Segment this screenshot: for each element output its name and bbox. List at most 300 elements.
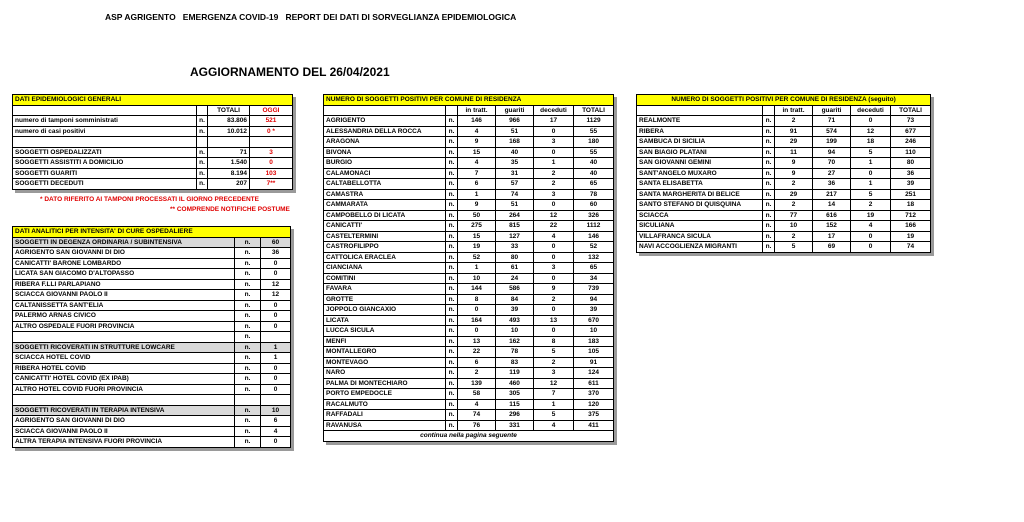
- comuni-row: [324, 231, 614, 242]
- comuni-cell-in-tratt: 275: [458, 221, 496, 232]
- comuni-cell-deceduti: 3: [534, 189, 574, 200]
- comuni-cell-comune-name: MONTEVAGO: [324, 357, 446, 368]
- hospital-row-unit: n.: [235, 290, 261, 301]
- comuni2-cell-unit: n.: [763, 210, 775, 221]
- comuni2-cell-unit: n.: [763, 189, 775, 200]
- comuni-col-header: in tratt.: [458, 105, 496, 116]
- hospital-row-label: SCIACCA GIOVANNI PAOLO II: [13, 290, 235, 301]
- comuni2-cell-in-tratt: 29: [775, 189, 813, 200]
- comuni-cell-deceduti: 22: [534, 221, 574, 232]
- comuni2-cell-unit: n.: [763, 200, 775, 211]
- comuni2-cell-guariti: 36: [813, 179, 851, 190]
- comuni-cell-guariti: 39: [496, 305, 534, 316]
- comuni-row: [324, 252, 614, 263]
- comuni2-cell-deceduti: 0: [851, 168, 891, 179]
- comuni-cell-comune-name: CANICATTI': [324, 221, 446, 232]
- comuni-cell-deceduti: 2: [534, 179, 574, 190]
- comuni-cell-comune-name: AGRIGENTO: [324, 116, 446, 127]
- comuni-col-header: guariti: [496, 105, 534, 116]
- comuni-row: [324, 315, 614, 326]
- hospital-row-value: 60: [261, 237, 291, 248]
- hospital-row-value: 0: [261, 384, 291, 395]
- comuni-cell-unit: n.: [446, 168, 458, 179]
- comuni-cell-deceduti: 2: [534, 294, 574, 305]
- comuni-cell-guariti: 966: [496, 116, 534, 127]
- comuni2-cell-comune-name: SANTA MARGHERITA DI BELICE: [637, 189, 763, 200]
- comuni-cell-totali: 370: [574, 389, 614, 400]
- general-row-today: 521: [250, 116, 293, 127]
- hospital-row-label: AGRIGENTO SAN GIOVANNI DI DIO: [13, 248, 235, 259]
- comuni2-row: [637, 147, 931, 158]
- comuni-cell-deceduti: 4: [534, 420, 574, 431]
- comuni-cell-guariti: 33: [496, 242, 534, 253]
- hospital-group-row: [13, 237, 291, 248]
- comuni-cell-unit: n.: [446, 410, 458, 421]
- hospital-row: [13, 437, 291, 448]
- comuni-cell-in-tratt: 146: [458, 116, 496, 127]
- comuni-cell-guariti: 61: [496, 263, 534, 274]
- comuni-cell-comune-name: CALTABELLOTTA: [324, 179, 446, 190]
- comuni-row: [324, 273, 614, 284]
- comuni-cell-in-tratt: 58: [458, 389, 496, 400]
- hospital-row: [13, 374, 291, 385]
- comuni-row: [324, 189, 614, 200]
- hospital-row: [13, 426, 291, 437]
- comuni2-cell-in-tratt: 2: [775, 200, 813, 211]
- hospital-row-label: ALTRO OSPEDALE FUORI PROVINCIA: [13, 321, 235, 332]
- comuni-cell-in-tratt: 22: [458, 347, 496, 358]
- comuni2-cell-guariti: 152: [813, 221, 851, 232]
- comuni2-cell-unit: n.: [763, 126, 775, 137]
- hospital-row-label: LICATA SAN GIACOMO D'ALTOPASSO: [13, 269, 235, 280]
- comuni-cell-in-tratt: 1: [458, 189, 496, 200]
- comuni2-cell-comune-name: SANT'ANGELO MUXARO: [637, 168, 763, 179]
- comuni-cell-in-tratt: 19: [458, 242, 496, 253]
- comuni-cell-deceduti: 0: [534, 147, 574, 158]
- general-row: [13, 126, 293, 137]
- comuni2-row: [637, 137, 931, 148]
- comuni-cell-in-tratt: 8: [458, 294, 496, 305]
- comuni2-cell-guariti: 14: [813, 200, 851, 211]
- comuni-cell-guariti: 331: [496, 420, 534, 431]
- comuni-cell-in-tratt: 52: [458, 252, 496, 263]
- comuni-cell-guariti: 51: [496, 200, 534, 211]
- comuni-cell-unit: n.: [446, 263, 458, 274]
- comuni-cell-unit: n.: [446, 137, 458, 148]
- hospital-row-value: 6: [261, 416, 291, 427]
- comuni2-cell-deceduti: 19: [851, 210, 891, 221]
- comuni2-cell-deceduti: 12: [851, 126, 891, 137]
- comuni-cell-unit: n.: [446, 284, 458, 295]
- hospital-row: [13, 321, 291, 332]
- comuni-cell-unit: n.: [446, 399, 458, 410]
- comuni-cell-totali: 670: [574, 315, 614, 326]
- comuni-cell-totali: 65: [574, 263, 614, 274]
- comuni-cell-in-tratt: 10: [458, 273, 496, 284]
- comuni-cell-unit: n.: [446, 315, 458, 326]
- comuni2-row: [637, 158, 931, 169]
- comuni2-cell-in-tratt: 11: [775, 147, 813, 158]
- comuni-cell-comune-name: CAMPOBELLO DI LICATA: [324, 210, 446, 221]
- comuni-cell-totali: 10: [574, 326, 614, 337]
- comuni-cell-deceduti: 0: [534, 200, 574, 211]
- comuni2-row: [637, 179, 931, 190]
- comuni-cell-guariti: 24: [496, 273, 534, 284]
- comuni-continue-note: continua nella pagina seguente: [324, 431, 614, 442]
- comuni2-table: [636, 94, 931, 253]
- comuni2-cell-guariti: 17: [813, 231, 851, 242]
- comuni2-cell-totali: 36: [891, 168, 931, 179]
- comuni-cell-in-tratt: 7: [458, 168, 496, 179]
- comuni-cell-comune-name: PALMA DI MONTECHIARO: [324, 378, 446, 389]
- hospital-row: [13, 395, 291, 406]
- hospital-row: [13, 269, 291, 280]
- general-row-unit: n.: [197, 126, 208, 137]
- comuni2-cell-totali: 18: [891, 200, 931, 211]
- comuni-row: [324, 200, 614, 211]
- comuni-cell-in-tratt: 13: [458, 336, 496, 347]
- general-row-label: [13, 137, 197, 148]
- comuni-cell-deceduti: 3: [534, 263, 574, 274]
- comuni-cell-deceduti: 5: [534, 410, 574, 421]
- comuni-cell-comune-name: CAMASTRA: [324, 189, 446, 200]
- comuni2-row: [637, 210, 931, 221]
- comuni2-cell-deceduti: 2: [851, 200, 891, 211]
- comuni-cell-comune-name: CASTROFILIPPO: [324, 242, 446, 253]
- comuni2-cell-in-tratt: 9: [775, 168, 813, 179]
- comuni-row: [324, 305, 614, 316]
- comuni-table: [323, 94, 614, 442]
- comuni2-cell-guariti: 94: [813, 147, 851, 158]
- general-row: [13, 137, 293, 148]
- comuni2-cell-comune-name: SAN GIOVANNI GEMINI: [637, 158, 763, 169]
- comuni2-cell-unit: n.: [763, 147, 775, 158]
- hospital-group-row: [13, 342, 291, 353]
- comuni-cell-deceduti: 0: [534, 126, 574, 137]
- comuni-col-header: TOTALI: [574, 105, 614, 116]
- comuni-cell-unit: n.: [446, 326, 458, 337]
- comuni-cell-guariti: 10: [496, 326, 534, 337]
- hospital-row-unit: n.: [235, 279, 261, 290]
- hospital-row-value: 10: [261, 405, 291, 416]
- comuni2-cell-in-tratt: 10: [775, 221, 813, 232]
- comuni2-cell-comune-name: SCIACCA: [637, 210, 763, 221]
- hospital-row-value: 0: [261, 269, 291, 280]
- hospital-row-value: 0: [261, 321, 291, 332]
- comuni-row: [324, 137, 614, 148]
- general-row-today: 0: [250, 158, 293, 169]
- general-row-unit: n.: [197, 116, 208, 127]
- comuni2-cell-in-tratt: 2: [775, 116, 813, 127]
- comuni2-cell-unit: n.: [763, 116, 775, 127]
- hospital-row-unit: n.: [235, 248, 261, 259]
- comuni-cell-comune-name: PORTO EMPEDOCLE: [324, 389, 446, 400]
- hospital-row: [13, 290, 291, 301]
- comuni2-cell-totali: 39: [891, 179, 931, 190]
- comuni-cell-totali: 105: [574, 347, 614, 358]
- comuni-cell-comune-name: MONTALLEGRO: [324, 347, 446, 358]
- comuni-col-header-row: [324, 105, 614, 116]
- comuni-title-row: [324, 95, 614, 106]
- hospital-row: [13, 258, 291, 269]
- comuni-row: [324, 126, 614, 137]
- comuni-cell-guariti: 296: [496, 410, 534, 421]
- general-section: [12, 94, 292, 213]
- comuni-cell-totali: 55: [574, 147, 614, 158]
- comuni-cell-deceduti: 2: [534, 168, 574, 179]
- comuni2-cell-comune-name: VILLAFRANCA SICULA: [637, 231, 763, 242]
- comuni-row: [324, 242, 614, 253]
- comuni-row: [324, 158, 614, 169]
- comuni2-title-row: [637, 95, 931, 106]
- general-row-label: SOGGETTI OSPEDALIZZATI: [13, 147, 197, 158]
- comuni-cell-totali: 411: [574, 420, 614, 431]
- comuni-cell-totali: 39: [574, 305, 614, 316]
- comuni-cell-totali: 65: [574, 179, 614, 190]
- comuni-cell-guariti: 80: [496, 252, 534, 263]
- comuni2-cell-in-tratt: 91: [775, 126, 813, 137]
- comuni-cell-comune-name: FAVARA: [324, 284, 446, 295]
- comuni-cell-unit: n.: [446, 305, 458, 316]
- general-row-total: [208, 137, 250, 148]
- comuni-cell-unit: n.: [446, 273, 458, 284]
- comuni-cell-guariti: 586: [496, 284, 534, 295]
- comuni-cell-unit: n.: [446, 242, 458, 253]
- general-row-unit: [197, 137, 208, 148]
- comuni-section: [323, 94, 614, 442]
- comuni-cell-comune-name: LUCCA SICULA: [324, 326, 446, 337]
- comuni-cell-comune-name: JOPPOLO GIANCAXIO: [324, 305, 446, 316]
- comuni2-cell-comune-name: NAVI ACCOGLIENZA MIGRANTI: [637, 242, 763, 253]
- hospital-row-unit: n.: [235, 332, 261, 343]
- comuni-cell-guariti: 31: [496, 168, 534, 179]
- empty-cell: [197, 105, 208, 116]
- comuni2-row: [637, 231, 931, 242]
- hospital-row-label: SOGGETTI RICOVERATI IN TERAPIA INTENSIVA: [13, 405, 235, 416]
- hospital-row: [13, 248, 291, 259]
- comuni2-cell-guariti: 69: [813, 242, 851, 253]
- comuni-row: [324, 221, 614, 232]
- comuni-cell-deceduti: 0: [534, 273, 574, 284]
- update-date: AGGIORNAMENTO DEL 26/04/2021: [190, 65, 390, 79]
- comuni-cell-deceduti: 12: [534, 210, 574, 221]
- hospital-row: [13, 311, 291, 322]
- comuni-cell-deceduti: 0: [534, 252, 574, 263]
- hospital-row: [13, 384, 291, 395]
- comuni-cell-in-tratt: 9: [458, 200, 496, 211]
- comuni-cell-guariti: 40: [496, 147, 534, 158]
- comuni2-col-header: in tratt.: [775, 105, 813, 116]
- hospital-row-value: 36: [261, 248, 291, 259]
- comuni-cell-guariti: 460: [496, 378, 534, 389]
- hospital-row-value: [261, 395, 291, 406]
- hospital-row-unit: n.: [235, 374, 261, 385]
- hospital-row-value: 12: [261, 290, 291, 301]
- comuni2-cell-unit: n.: [763, 231, 775, 242]
- comuni-cell-comune-name: ARAGONA: [324, 137, 446, 148]
- comuni2-cell-deceduti: 1: [851, 158, 891, 169]
- comuni-cell-unit: n.: [446, 210, 458, 221]
- comuni-row: [324, 336, 614, 347]
- general-row-today: 7**: [250, 179, 293, 190]
- general-row: [13, 168, 293, 179]
- comuni2-cell-unit: n.: [763, 158, 775, 169]
- comuni2-row: [637, 221, 931, 232]
- comuni-cell-unit: n.: [446, 126, 458, 137]
- comuni2-cell-guariti: 199: [813, 137, 851, 148]
- comuni-cell-guariti: 115: [496, 399, 534, 410]
- comuni-cell-comune-name: BURGIO: [324, 158, 446, 169]
- comuni-cell-in-tratt: 50: [458, 210, 496, 221]
- general-row-total: 10.012: [208, 126, 250, 137]
- hospital-row-unit: n.: [235, 353, 261, 364]
- hospital-row-value: 1: [261, 353, 291, 364]
- empty-cell: [13, 105, 197, 116]
- comuni-row: [324, 410, 614, 421]
- comuni-cell-totali: 120: [574, 399, 614, 410]
- comuni-cell-guariti: 51: [496, 126, 534, 137]
- comuni2-row: [637, 116, 931, 127]
- hospital-row-label: [13, 395, 235, 406]
- header-report: REPORT DEI DATI DI SORVEGLIANZA EPIDEMIOLOGICA: [285, 12, 517, 22]
- comuni-cell-unit: n.: [446, 179, 458, 190]
- comuni-cell-deceduti: 0: [534, 326, 574, 337]
- comuni2-cell-deceduti: 4: [851, 221, 891, 232]
- comuni-cell-comune-name: CIANCIANA: [324, 263, 446, 274]
- comuni-cell-totali: 94: [574, 294, 614, 305]
- comuni-cell-totali: 180: [574, 137, 614, 148]
- comuni-cell-unit: n.: [446, 116, 458, 127]
- comuni2-cell-deceduti: 18: [851, 137, 891, 148]
- comuni-cell-guariti: 35: [496, 158, 534, 169]
- hospital-row-unit: n.: [235, 269, 261, 280]
- hospital-row-unit: n.: [235, 321, 261, 332]
- comuni-cell-in-tratt: 139: [458, 378, 496, 389]
- general-title: DATI EPIDEMIOLOGICI GENERALI: [13, 95, 293, 106]
- comuni2-cell-unit: n.: [763, 179, 775, 190]
- comuni-cell-totali: 611: [574, 378, 614, 389]
- general-row: [13, 116, 293, 127]
- comuni-cell-unit: n.: [446, 357, 458, 368]
- general-row-label: SOGGETTI DECEDUTI: [13, 179, 197, 190]
- comuni2-cell-deceduti: 0: [851, 231, 891, 242]
- general-row-today: [250, 137, 293, 148]
- general-row-total: 71: [208, 147, 250, 158]
- hospital-row-value: 0: [261, 374, 291, 385]
- comuni-cell-deceduti: 12: [534, 378, 574, 389]
- hospital-row-label: SOGGETTI RICOVERATI IN STRUTTURE LOWCARE: [13, 342, 235, 353]
- comuni-cell-in-tratt: 144: [458, 284, 496, 295]
- comuni-cell-totali: 375: [574, 410, 614, 421]
- comuni2-cell-totali: 19: [891, 231, 931, 242]
- comuni-cell-unit: n.: [446, 389, 458, 400]
- comuni2-cell-comune-name: SANTA ELISABETTA: [637, 179, 763, 190]
- comuni-cell-totali: 1129: [574, 116, 614, 127]
- comuni-cell-totali: 78: [574, 189, 614, 200]
- hospital-title-row: [13, 227, 291, 238]
- hospital-title: DATI ANALITICI PER INTENSITA' DI CURE OSPEDALIERE: [13, 227, 291, 238]
- hospital-row-unit: n.: [235, 300, 261, 311]
- empty-cell: [637, 105, 763, 116]
- hospital-table: [12, 226, 291, 448]
- comuni-cell-deceduti: 3: [534, 137, 574, 148]
- comuni2-cell-totali: 74: [891, 242, 931, 253]
- comuni-row: [324, 368, 614, 379]
- general-row-label: SOGGETTI GUARITI: [13, 168, 197, 179]
- comuni-cell-unit: n.: [446, 231, 458, 242]
- comuni-cell-in-tratt: 15: [458, 231, 496, 242]
- empty-cell: [763, 105, 775, 116]
- comuni-col-header: deceduti: [534, 105, 574, 116]
- comuni-cell-deceduti: 9: [534, 284, 574, 295]
- comuni-cell-deceduti: 17: [534, 116, 574, 127]
- hospital-row-value: [261, 332, 291, 343]
- general-row-today: 3: [250, 147, 293, 158]
- comuni2-cell-guariti: 71: [813, 116, 851, 127]
- comuni2-cell-totali: 251: [891, 189, 931, 200]
- comuni-cell-in-tratt: 164: [458, 315, 496, 326]
- comuni-cell-in-tratt: 4: [458, 399, 496, 410]
- hospital-row-unit: [235, 395, 261, 406]
- comuni-cell-totali: 739: [574, 284, 614, 295]
- comuni-cell-deceduti: 0: [534, 305, 574, 316]
- comuni2-title: NUMERO DI SOGGETTI POSITIVI PER COMUNE DI RESIDENZA (seguito): [637, 95, 931, 106]
- comuni-cell-in-tratt: 6: [458, 357, 496, 368]
- comuni-cell-comune-name: NARO: [324, 368, 446, 379]
- comuni2-cell-in-tratt: 5: [775, 242, 813, 253]
- comuni2-col-header: deceduti: [851, 105, 891, 116]
- comuni-cell-totali: 132: [574, 252, 614, 263]
- general-row-label: numero di tamponi somministrati: [13, 116, 197, 127]
- hospital-row-value: 0: [261, 300, 291, 311]
- hospital-row: [13, 416, 291, 427]
- hospital-row-unit: n.: [235, 416, 261, 427]
- comuni2-cell-deceduti: 0: [851, 116, 891, 127]
- general-row-unit: n.: [197, 179, 208, 190]
- comuni-cell-comune-name: CALAMONACI: [324, 168, 446, 179]
- comuni-cell-comune-name: ALESSANDRIA DELLA ROCCA: [324, 126, 446, 137]
- comuni-cell-totali: 146: [574, 231, 614, 242]
- comuni-cell-totali: 124: [574, 368, 614, 379]
- comuni2-cell-guariti: 217: [813, 189, 851, 200]
- comuni-cell-guariti: 57: [496, 179, 534, 190]
- comuni2-cell-in-tratt: 29: [775, 137, 813, 148]
- general-row-unit: n.: [197, 168, 208, 179]
- comuni-row: [324, 168, 614, 179]
- comuni-cell-totali: 326: [574, 210, 614, 221]
- note-postume: ** COMPRENDE NOTIFICHE POSTUME: [170, 206, 290, 213]
- comuni-cell-guariti: 264: [496, 210, 534, 221]
- hospital-row-label: SOGGETTI IN DEGENZA ORDINARIA / SUBINTENSIVA: [13, 237, 235, 248]
- comuni-row: [324, 357, 614, 368]
- empty-cell: [446, 105, 458, 116]
- comuni-cell-in-tratt: 6: [458, 179, 496, 190]
- header-emergency: EMERGENZA COVID-19: [182, 12, 279, 22]
- comuni-cell-unit: n.: [446, 200, 458, 211]
- general-row-total: 83.806: [208, 116, 250, 127]
- comuni-cell-guariti: 168: [496, 137, 534, 148]
- comuni2-cell-in-tratt: 2: [775, 179, 813, 190]
- comuni2-row: [637, 200, 931, 211]
- comuni-cell-comune-name: CASTELTERMINI: [324, 231, 446, 242]
- hospital-row-unit: n.: [235, 437, 261, 448]
- comuni-cell-totali: 40: [574, 168, 614, 179]
- comuni-cell-comune-name: COMITINI: [324, 273, 446, 284]
- comuni-cell-in-tratt: 4: [458, 126, 496, 137]
- comuni-cell-guariti: 493: [496, 315, 534, 326]
- comuni-cell-deceduti: 5: [534, 347, 574, 358]
- general-table: [12, 94, 293, 190]
